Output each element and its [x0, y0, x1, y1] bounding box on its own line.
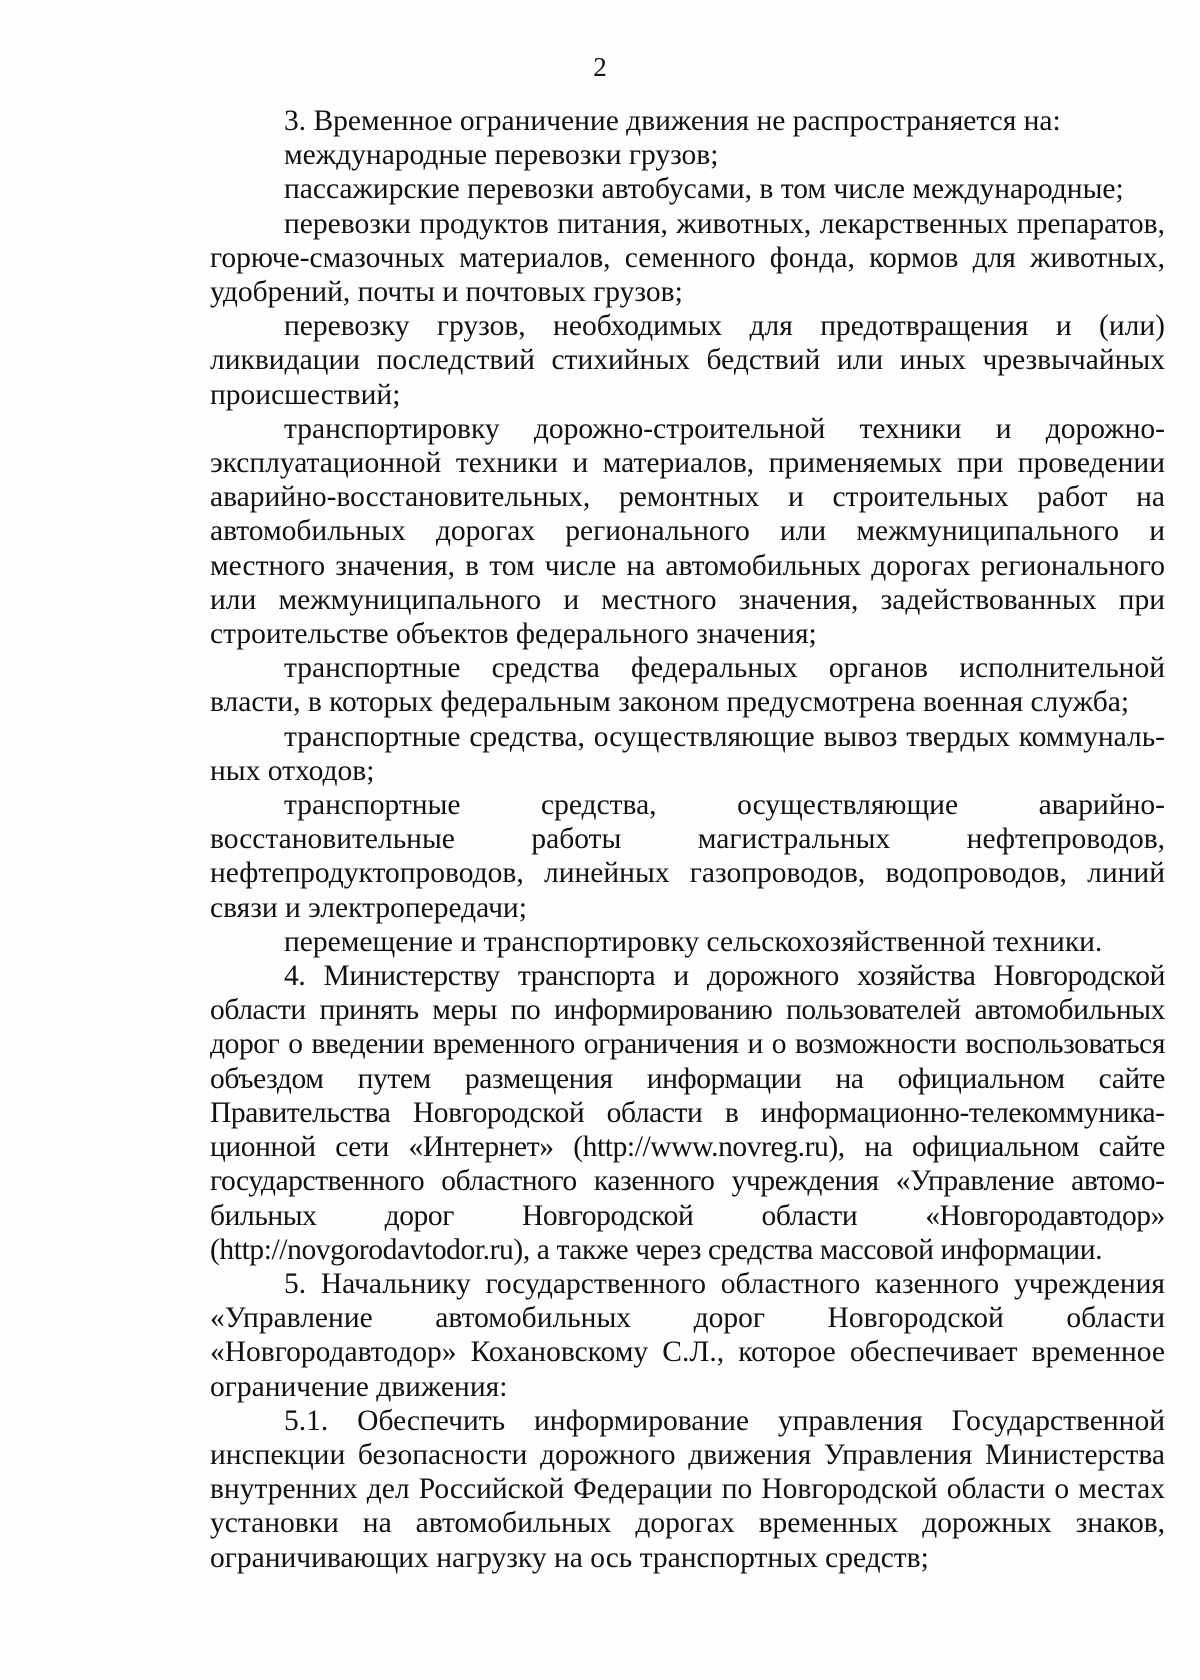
paragraph-3-heading: 3. Временное ограничение движения не распространяется на:	[284, 105, 1061, 137]
list-item-agricultural: перемещение и транспортировку сельскохозяйственной техники.	[284, 925, 1103, 958]
paragraph-4: 4. Министерству транспорта и дорожного хозяйства Новгородской области принять меры по информированию пользователей автомобильных дорог о введении временного ограничения и о возможности воспользоваться объездом путем размещения информации на официальном сайте Правительства Новгородской области в информационно-телекоммуникационной сети «Интернет» (http://www.novreg.ru), на официальном сайте государственного областного казенного учреждения «Управление автомобильных дорог Новгородской области «Новгородавтодор» (http://novgorodavtodor.ru), а также через средства массовой информации.	[210, 960, 1165, 1266]
list-item-pipeline-repair: транспортные средства, осуществляющие аварийно-восстановительные работы магистральных нефтепроводов, нефтепродуктопроводов, линейных газопроводов, водопроводов, линий связи и электропередачи;	[210, 789, 1165, 924]
list-item-emergency-cargo: перевозку грузов, необходимых для предотвращения и (или) ликвидации последствий стихийных бедствий или иных чрезвычайных происшествий;	[210, 310, 1165, 411]
document-body	[210, 104, 1165, 1575]
list-item-international-cargo: международные перевозки грузов;	[284, 139, 719, 172]
list-item-waste-removal: транспортные средства, осуществляющие вывоз твердых коммунальных отходов;	[210, 720, 1165, 787]
list-item-food-transport: перевозки продуктов питания, животных, лекарственных препаратов, горюче-смазочных материалов, семенного фонда, кормов для животных, удобрений, почты и почтовых грузов;	[210, 207, 1165, 309]
list-item-road-equipment: транспортировку дорожно-строительной техники и дорожно-эксплуатационной техники и материалов, применяемых при проведении аварийно-восстановительных, ремонтных и строительных работ на автомобильных дорогах регионального или межмуниципального и местного значения, в том числе на автомобильных дорогах регионального или межмуниципального и местного значения, задействованных при строительстве объектов федерального значения;	[210, 412, 1165, 651]
list-item-federal-military: транспортные средства федеральных органов исполнительной власти, в которых федеральным законом предусмотрена военная служба;	[210, 652, 1165, 719]
list-item-passenger-buses: пассажирские перевозки автобусами, в том числе международные;	[284, 173, 1124, 206]
paragraph-5-1: 5.1. Обеспечить информирование управления Государственной инспекции безопасности дорожного движения Управления Министерства внутренних дел Российской Федерации по Новгородской области о местах установки на автомобильных дорогах временных дорожных знаков, ограничивающих нагрузку на ось транспортных средств;	[210, 1404, 1165, 1574]
paragraph-5: 5. Начальнику государственного областного казенного учреждения «Управление автомобильных дорог Новгородской области «Новгородавтодор» Кохановскому С.Л., которое обеспечивает временное ограничение движения:	[210, 1267, 1165, 1403]
page-number: 2	[593, 52, 607, 82]
